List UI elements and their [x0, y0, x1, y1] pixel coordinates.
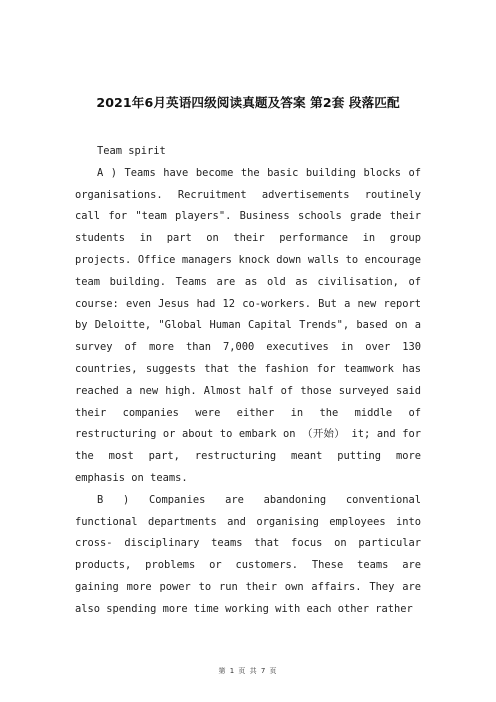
passage-title: Team spirit: [97, 145, 166, 157]
page-number-footer: 第 1 页 共 7 页: [218, 667, 278, 675]
paragraph-a: A ) Teams have become the basic building blocks of organisations. Recruitment advertisements routinely call for "team players". Business schools grade their students in part on their performance in group projects. Office managers knock down walls to encourage team building. Teams are as old as civilisation, of course: even Jesus had 12 co-workers. But a new report by Deloitte, "Global Human Capital Trends", based on a survey of more than 7,000 executives in over 130 countries, suggests that the fashion for teamwork has reached a new high. Almost half of those surveyed said their companies were either in the middle of restructuring or about to embark on （开始） it; and for the most part, restructuring meant putting more emphasis on teams.: [75, 166, 421, 484]
document-body: [75, 141, 421, 621]
document-title: 2021年6月英语四级阅读真题及答案 第2套 段落匹配: [96, 95, 400, 110]
paragraph-b: B ) Companies are abandoning conventional functional departments and organising employees into cross- disciplinary teams that focus on particular products, problems or customers. These teams are gaining more power to run their own affairs. They are also spending more time working with each other rather: [75, 493, 421, 615]
